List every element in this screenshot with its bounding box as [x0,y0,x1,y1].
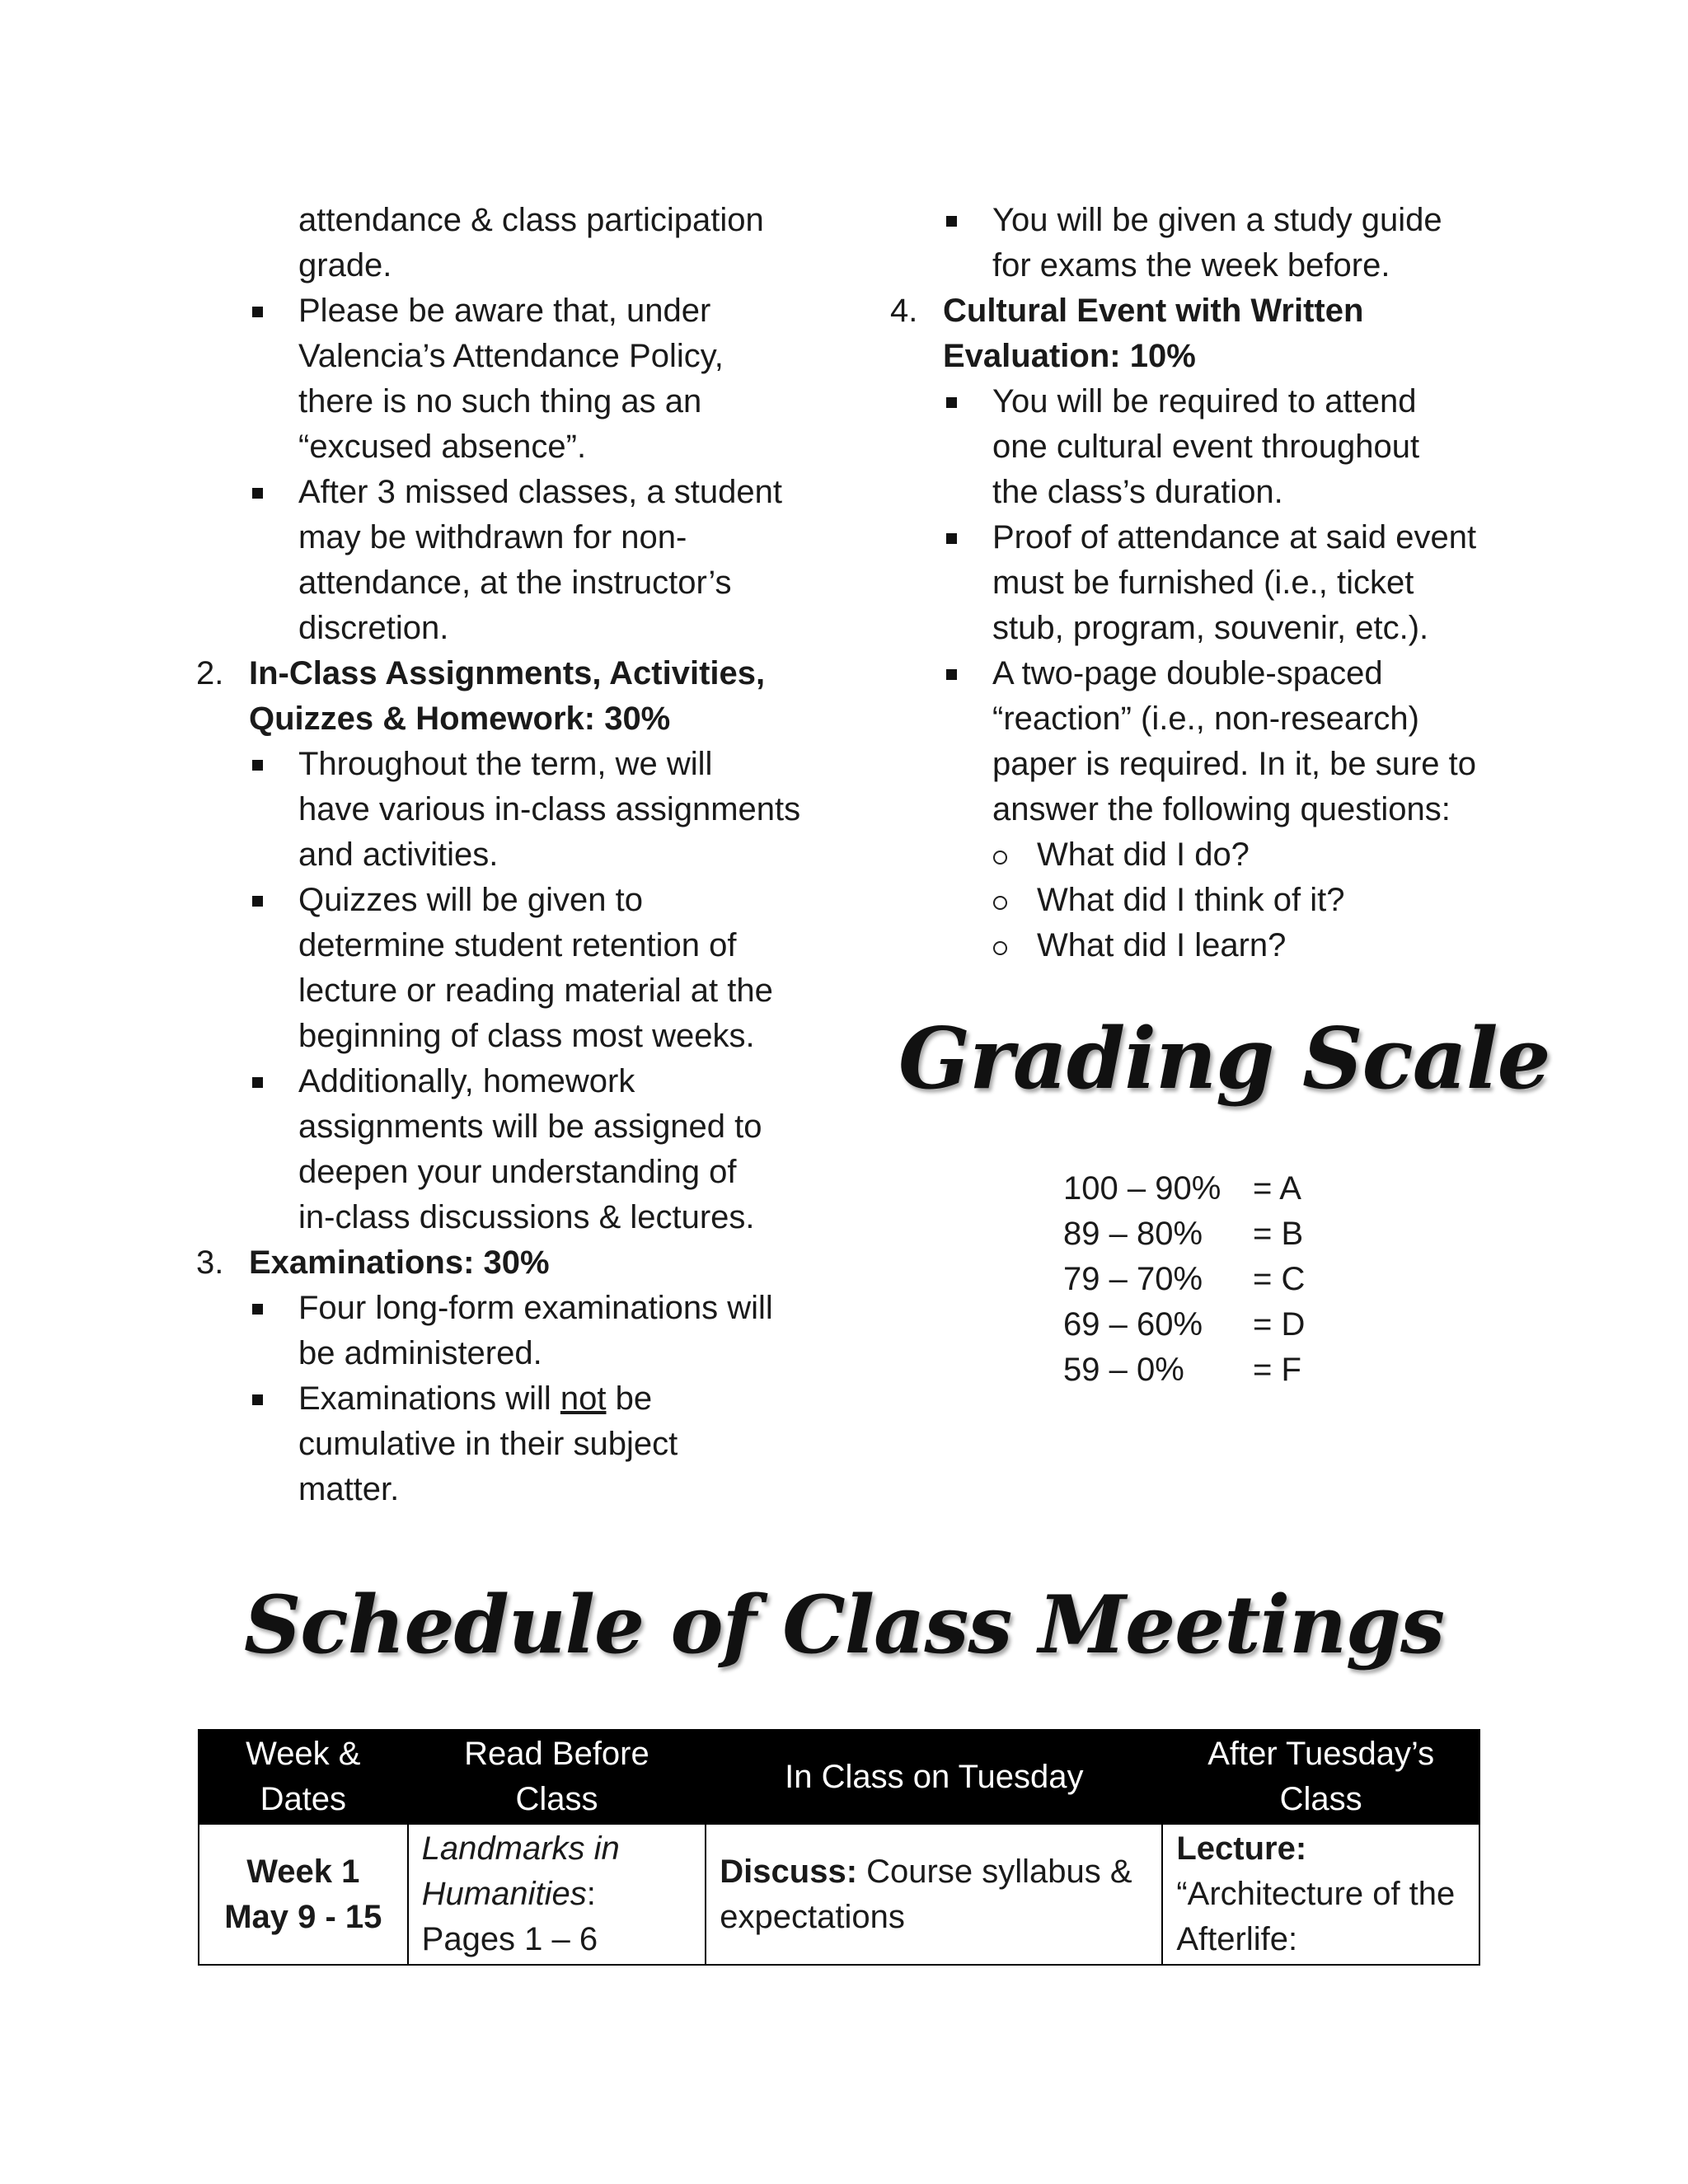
text-line: for exams the week before. [992,247,1390,284]
text-line: Quizzes & Homework: 30% [249,701,671,737]
text-line: must be furnished (i.e., ticket [992,565,1414,601]
lecture-text: “Architecture of the Afterlife: [1176,1876,1456,1957]
text-line: cumulative in their subject [298,1426,678,1462]
text-line: In Class on Tuesday [785,1758,1084,1795]
text-line: You will be given a study guide [992,202,1442,238]
text-line: grade. [298,247,392,284]
underlined-word: not [560,1380,607,1417]
text-line: lecture or reading material at the [298,972,773,1009]
text-line: Evaluation: 10% [943,338,1196,374]
reading-cell [408,1824,706,1965]
section-4 [890,288,1500,379]
text-line: Class [515,1781,598,1817]
grading-scale [1063,1166,1305,1393]
text-line: Week 1 [246,1853,360,1890]
text-line: determine student retention of [298,927,737,963]
table-row [199,1824,1479,1965]
section-number: 2. [196,655,224,691]
column-header-after-class [1162,1730,1479,1824]
bullet-item [890,379,1500,515]
bullet-item [890,651,1500,832]
text-line: attendance & class participation [298,202,764,238]
text-line: You will be required to attend [992,383,1417,419]
grade-range: 79 – 70% [1063,1261,1203,1297]
lecture-label: Lecture: [1176,1830,1307,1867]
grade-range: 89 – 80% [1063,1216,1203,1252]
text-line: In-Class Assignments, Activities, [249,655,766,691]
after-class-cell [1162,1824,1479,1965]
grade-row [1063,1166,1305,1212]
grade-row [1063,1212,1305,1257]
sub-bullet-item [890,923,1500,968]
text-line: “reaction” (i.e., non-research) [992,701,1419,737]
right-column [890,198,1500,968]
section-heading [943,288,1500,379]
bullet-item [249,742,823,878]
text-line: be administered. [298,1335,542,1371]
text-line: attendance, at the instructor’s [298,565,732,601]
text-line: assignments will be assigned to [298,1108,762,1145]
text-line: have various in-class assignments [298,791,801,827]
week-cell [199,1824,408,1965]
bullet-item [249,1059,823,1240]
text-span: Examinations will [298,1380,560,1417]
column-header-read [408,1730,706,1824]
text-line: “excused absence”. [298,429,587,465]
grade-range: 100 – 90% [1063,1170,1221,1207]
section-number: 4. [890,293,918,329]
text-line: Four long-form examinations will [298,1290,773,1326]
text-line: What did I learn? [1037,927,1287,963]
text-line: the class’s duration. [992,474,1283,510]
text-line: one cultural event throughout [992,429,1420,465]
bullet-item [196,470,823,651]
text-line: answer the following questions: [992,791,1451,827]
text-line: After 3 missed classes, a student [298,474,782,510]
discuss-text: Course syllabus & expectations [720,1853,1132,1935]
text-line: After Tuesday’s [1207,1736,1435,1772]
bullet-item [196,288,823,470]
grade-letter: = C [1253,1261,1306,1297]
text-line: Week & [246,1736,361,1772]
text-line: May 9 - 15 [224,1898,382,1935]
text-line: and activities. [298,837,499,873]
bullet-item [249,878,823,1059]
grade-row [1063,1257,1305,1302]
grade-letter: = D [1253,1306,1306,1343]
text-line: What did I think of it? [1037,882,1345,918]
text-span: be [606,1380,653,1417]
text-line: Dates [260,1781,347,1817]
grade-range: 59 – 0% [1063,1352,1184,1388]
text-span: : [586,1876,596,1912]
text-line: A two-page double-spaced [992,655,1383,691]
grade-row [1063,1302,1305,1347]
text-line: Throughout the term, we will [298,746,713,782]
in-class-cell [706,1824,1162,1965]
section-heading [249,651,823,742]
text-line: Quizzes will be given to [298,882,643,918]
section-2 [196,651,823,1240]
section-number: 3. [196,1244,224,1281]
bullet-item [249,1286,823,1376]
grade-letter: = A [1253,1170,1301,1207]
bullet-item [890,515,1500,651]
reading-pages: Pages 1 – 6 [421,1921,598,1957]
text-line: Read Before [464,1736,649,1772]
text-line: matter. [298,1471,400,1507]
text-line: Cultural Event with Written [943,293,1364,329]
left-column [196,198,823,1512]
grading-scale-title: Grading Scale [898,1010,1550,1108]
text-line: deepen your understanding of [298,1154,737,1190]
sub-bullet-item [890,832,1500,878]
grade-letter: = F [1253,1352,1301,1388]
section-3 [196,1240,823,1512]
text-line: paper is required. In it, be sure to [992,746,1476,782]
grade-letter: = B [1253,1216,1304,1252]
continued-text [196,198,823,288]
text-line: there is no such thing as an [298,383,702,419]
text-line: beginning of class most weeks. [298,1018,755,1054]
grade-row [1063,1347,1305,1393]
schedule-title: Schedule of Class Meetings [243,1578,1445,1671]
text-line: stub, program, souvenir, etc.). [992,610,1429,646]
section-heading: Examinations: 30% [249,1244,550,1281]
text-line: Class [1279,1781,1362,1817]
book-title: Landmarks in Humanities [421,1830,620,1912]
text-line: discretion. [298,610,449,646]
bullet-item [249,1376,823,1512]
sub-bullet-item [890,878,1500,923]
table-header-row [199,1730,1479,1824]
text-line: What did I do? [1037,837,1250,873]
text-line: in-class discussions & lectures. [298,1199,755,1235]
text-line: Additionally, homework [298,1063,635,1099]
text-line: Proof of attendance at said event [992,519,1477,555]
column-header-week [199,1730,408,1824]
schedule-table [198,1729,1480,1966]
text-line: may be withdrawn for non- [298,519,687,555]
column-header-in-class [706,1730,1162,1824]
text-line: Valencia’s Attendance Policy, [298,338,724,374]
grade-range: 69 – 60% [1063,1306,1203,1343]
discuss-label: Discuss: [720,1853,858,1890]
text-line: Please be aware that, under [298,293,711,329]
text-line [298,1376,823,1422]
bullet-item [890,198,1500,288]
